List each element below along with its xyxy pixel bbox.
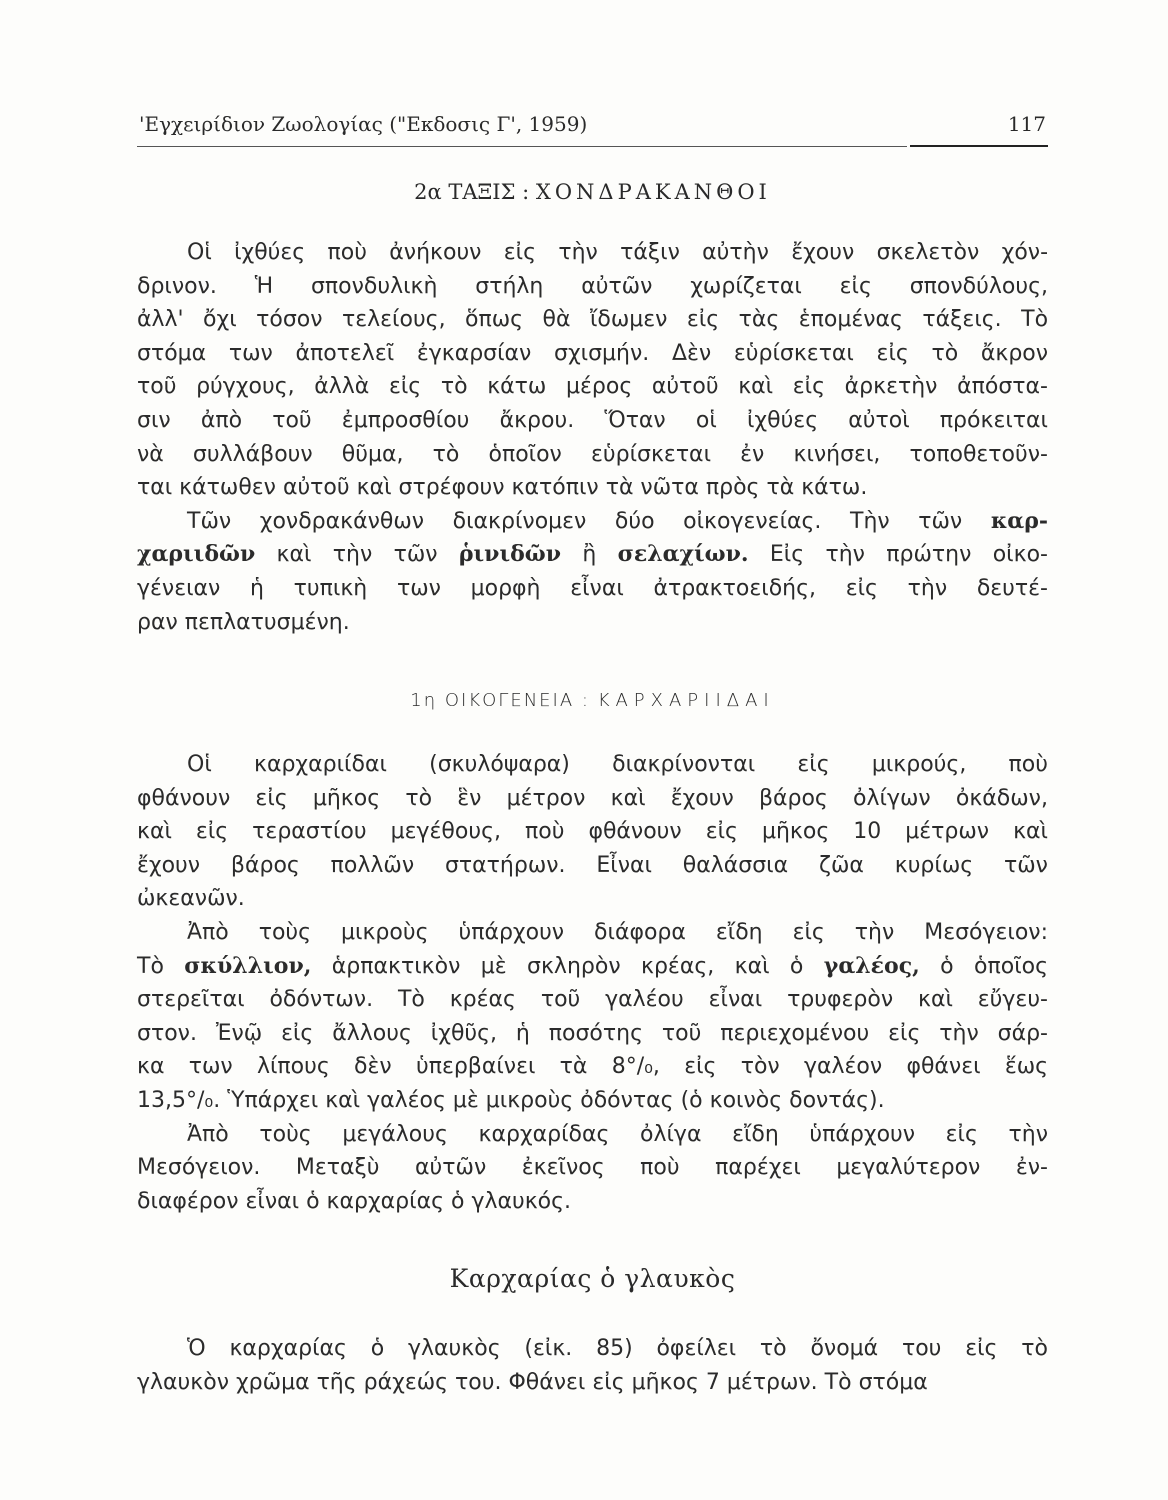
term-karcharidon: καρ- — [990, 507, 1048, 534]
section-2-text — [137, 748, 1057, 1218]
term-karcharidon-cont: χαριιδῶν — [137, 541, 256, 568]
text-line — [137, 538, 1057, 572]
class-heading-name: ΧΟΝΔΡΑΚΑΝΘΟΙ — [535, 180, 771, 204]
text-line: ὠκεανῶν. — [137, 886, 245, 912]
term-skyllion: σκύλλιον, — [184, 952, 312, 979]
text-line: στον. Ἐνῷ εἰς ἄλλους ἰχθῦς, ἡ ποσότης τοῦ περιεχομένου εἰς τὴν σάρ- — [137, 1020, 1048, 1046]
text-line: Οἱ ἰχθύες ποὺ ἀνήκουν εἰς τὴν τάξιν αὐτὴν ἔχουν σκελετὸν χόν- — [187, 240, 1049, 265]
page-number: 117 — [1007, 112, 1046, 136]
text-run: καὶ τὴν τῶν — [255, 542, 459, 568]
text-line: στερεῖται ὀδόντων. Τὸ κρέας τοῦ γαλέου εἶναι τρυφερὸν καὶ εὔγευ- — [137, 987, 1048, 1013]
text-line: διαφέρον εἶναι ὁ καρχαρίας ὁ γλαυκός. — [137, 1188, 572, 1214]
text-line: δρινον. Ἡ σπονδυλικὴ στήλη αὐτῶν χωρίζεται εἰς σπονδύλους, — [137, 273, 1048, 299]
term-rinidon: ῥινιδῶν — [458, 541, 561, 568]
family-heading-label: 1η ΟΙΚΟΓΕΝΕΙΑ : — [410, 690, 598, 711]
text-line: γένειαν ἡ τυπικὴ των μορφὴ εἶναι ἀτρακτοειδής, εἰς τὴν δευτέ- — [137, 575, 1048, 601]
text-line: Ὁ καρχαρίας ὁ γλαυκὸς (εἰκ. 85) ὀφείλει τὸ ὄνομά του εἰς τὸ — [187, 1336, 1048, 1361]
section-1-text — [137, 236, 1057, 639]
text-line: κα των λίπους δὲν ὑπερβαίνει τὰ 8°/₀, εἰς τὸν γαλέον φθάνει ἕως — [137, 1054, 1049, 1080]
book-title: 'Εγχειρίδιον Ζωολογίας ("Εκδοσις Γ', 1959) — [139, 112, 588, 136]
term-galeos: γαλέος, — [823, 952, 920, 979]
text-line: νὰ συλλάβουν θῦμα, τὸ ὁποῖον εὑρίσκεται ἐν κινήσει, τοποθετοῦν- — [137, 441, 1048, 467]
class-heading-label: 2α ΤΑΞΙΣ : — [414, 180, 536, 204]
term-selachion: σελαχίων. — [617, 541, 749, 568]
text-run: Τῶν χονδρακάνθων διακρίνομεν δύο οἰκογενείας. Τὴν τῶν — [187, 508, 991, 534]
running-header — [137, 112, 1048, 142]
text-line: 13,5°/₀. Ὑπάρχει καὶ γαλέος μὲ μικροὺς ὀδόντας (ὁ κοινὸς δοντάς). — [137, 1087, 885, 1113]
text-line: ται κάτωθεν αὐτοῦ καὶ στρέφουν κατόπιν τὰ νῶτα πρὸς τὰ κάτω. — [137, 475, 868, 501]
section-3-text — [137, 1332, 1057, 1399]
text-run: Τὸ — [137, 953, 185, 979]
text-line: Οἱ καρχαριίδαι (σκυλόψαρα) διακρίνονται εἰς μικρούς, ποὺ — [187, 752, 1048, 777]
header-rule-accent — [910, 145, 1048, 147]
text-line — [137, 950, 1057, 984]
text-line: καὶ εἰς τεραστίου μεγέθους, ποὺ φθάνουν εἰς μῆκος 10 μέτρων καὶ — [137, 819, 1048, 845]
text-line: Ἀπὸ τοὺς μικροὺς ὑπάρχουν διάφορα εἴδη εἰς τὴν Μεσόγειον: — [187, 919, 1049, 945]
text-run: ὁ ὁποῖος — [919, 953, 1049, 979]
header-rule — [137, 146, 907, 147]
text-line: ραν πεπλατυσμένη. — [137, 609, 350, 635]
text-line: Ἀπὸ τοὺς μεγάλους καρχαρίδας ὀλίγα εἴδη ὑπάρχουν εἰς τὴν — [187, 1121, 1049, 1147]
family-heading — [137, 690, 1048, 711]
text-line: τοῦ ρύγχους, ἀλλὰ εἰς τὸ κάτω μέρος αὐτοῦ καὶ εἰς ἀρκετὴν ἀπόστα- — [137, 374, 1048, 400]
text-line: στόμα των ἀποτελεῖ ἐγκαρσίαν σχισμήν. Δὲν εὑρίσκεται εἰς τὸ ἄκρον — [137, 340, 1049, 366]
species-heading: Καρχαρίας ὁ γλαυκὸς — [449, 1264, 736, 1293]
text-line — [137, 505, 1057, 539]
text-line: γλαυκὸν χρῶμα τῆς ράχεώς του. Φθάνει εἰς μῆκος 7 μέτρων. Τὸ στόμα — [137, 1369, 928, 1395]
text-line: ἀλλ' ὄχι τόσον τελείους, ὅπως θὰ ἴδωμεν εἰς τὰς ἑπομένας τάξεις. Τὸ — [137, 307, 1049, 333]
class-heading — [137, 180, 1048, 204]
family-heading-name: ΚΑΡΧΑΡΙΙΔΑΙ — [597, 690, 775, 711]
text-run: Εἰς τὴν πρώτην οἰκο- — [748, 542, 1048, 568]
text-line: Μεσόγειον. Μεταξὺ αὐτῶν ἐκεῖνος ποὺ παρέχει μεγαλύτερον ἐν- — [137, 1155, 1048, 1181]
text-line: φθάνουν εἰς μῆκος τὸ ἓν μέτρον καὶ ἔχουν βάρος ὀλίγων ὀκάδων, — [137, 785, 1048, 811]
text-run: ἁρπακτικὸν μὲ σκληρὸν κρέας, καὶ ὁ — [311, 953, 824, 979]
text-run: ἢ — [560, 542, 618, 568]
text-line: σιν ἀπὸ τοῦ ἐμπροσθίου ἄκρου. Ὅταν οἱ ἰχθύες αὐτοὶ πρόκειται — [137, 407, 1048, 433]
text-line: ἔχουν βάρος πολλῶν στατήρων. Εἶναι θαλάσσια ζῶα κυρίως τῶν — [137, 852, 1048, 878]
